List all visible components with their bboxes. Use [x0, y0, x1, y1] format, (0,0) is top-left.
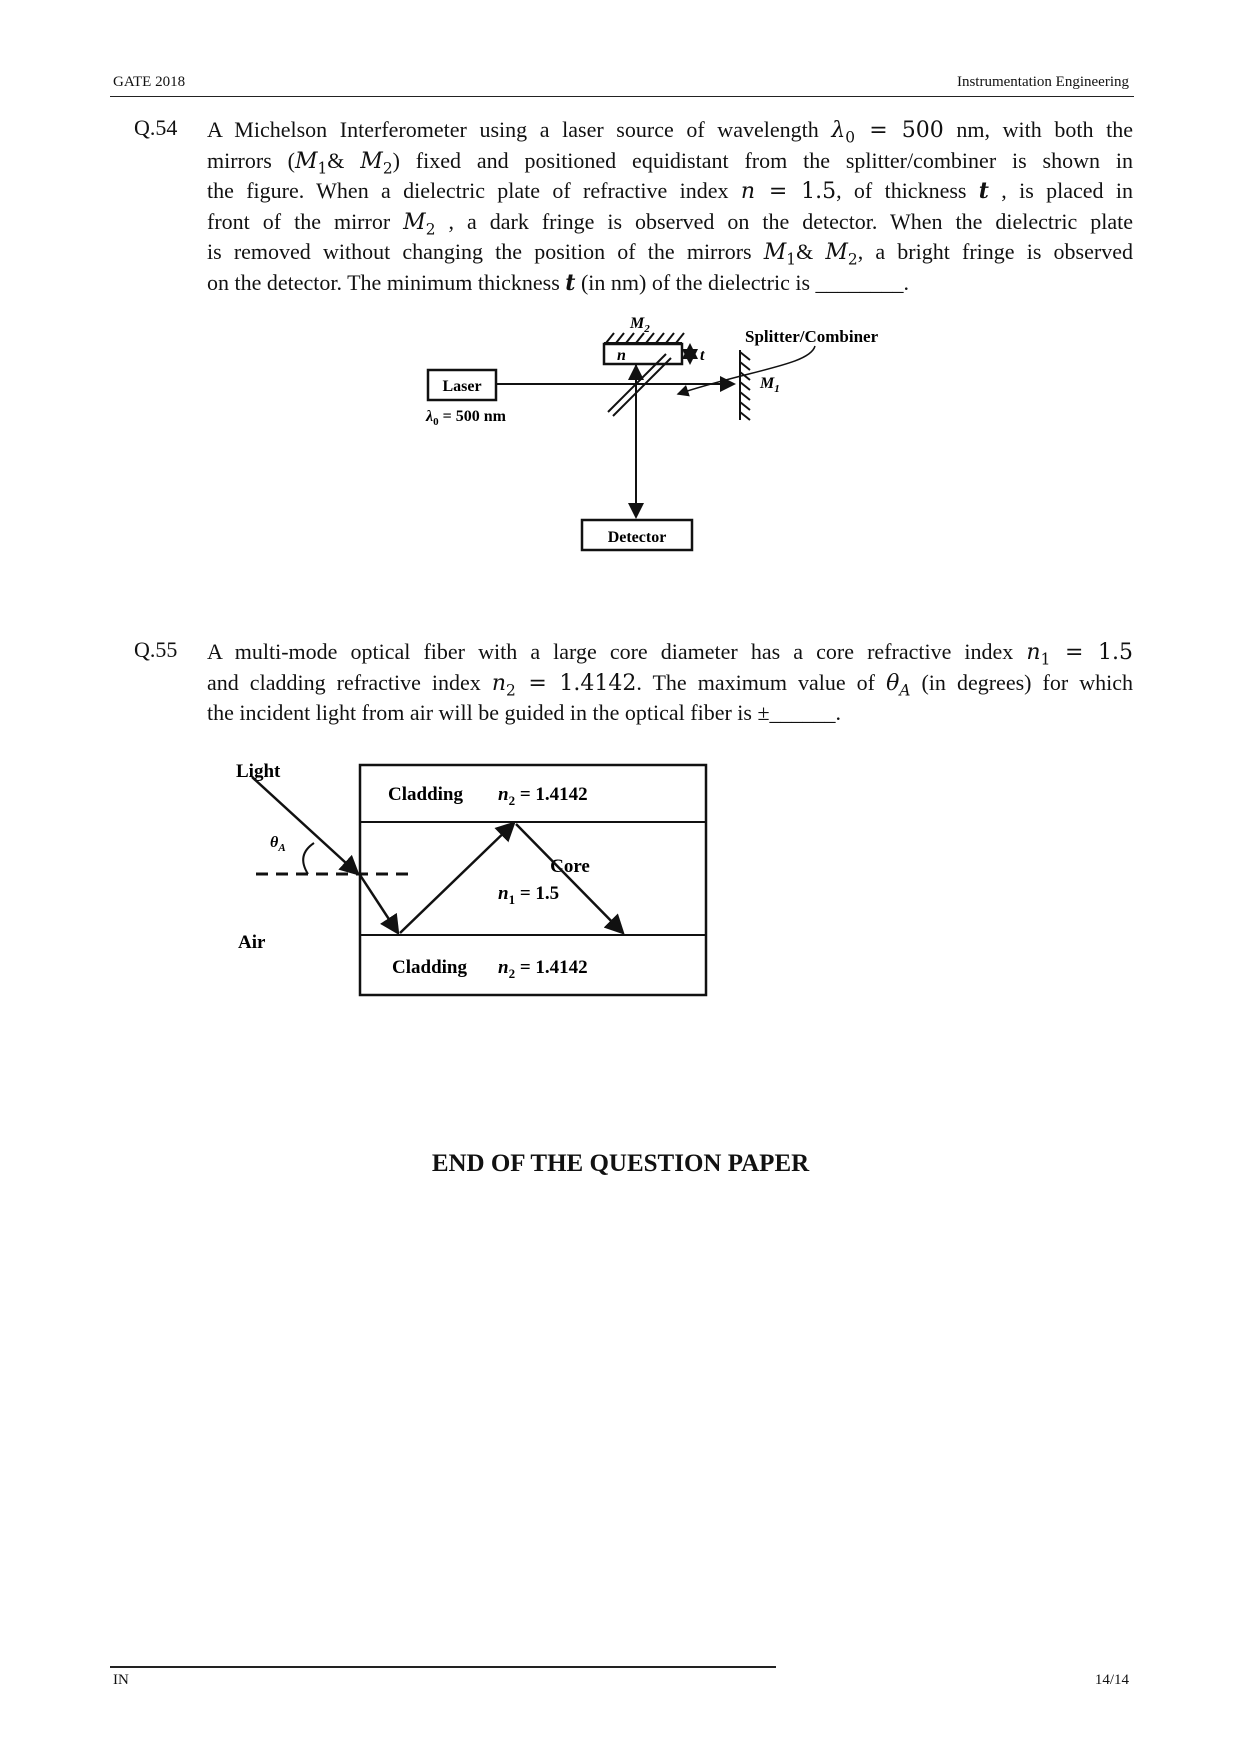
plate-n-label: n	[617, 347, 626, 364]
q55-line-1: A multi-mode optical fiber with a large core diameter has a core refractive index $n_1 = 1.5$	[207, 639, 1133, 669]
optical-fiber-figure	[230, 755, 710, 1005]
q54-line-1: A Michelson Interferometer using a laser source of wavelength $\lambda_0 = 500$ nm, with both the	[207, 117, 1133, 147]
cladding-top-index: $n_2 = 1.4142$	[498, 784, 588, 808]
footer-divider	[110, 1666, 776, 1668]
cladding-bottom-index: $n_2 = 1.4142$	[498, 957, 588, 981]
michelson-interferometer-figure	[420, 310, 879, 570]
q55-line-3: the incident light from air will be guided in the optical fiber is ±______.	[207, 700, 842, 725]
footer-paper-code: IN	[113, 1672, 129, 1688]
end-of-paper-title: END OF THE QUESTION PAPER	[431, 1150, 810, 1177]
splitter-combiner-label: Splitter/Combiner	[745, 327, 879, 346]
header-exam-title: GATE 2018	[113, 74, 186, 90]
cladding-bottom-label: Cladding	[392, 957, 467, 978]
air-label: Air	[238, 932, 266, 953]
question-text-55	[207, 637, 1133, 728]
core-label: Core	[550, 856, 590, 877]
footer-page-number: 14/14	[1094, 1672, 1129, 1688]
header-subject: Instrumentation Engineering	[956, 74, 1129, 90]
mirror-m1	[740, 350, 750, 420]
question-number-55: Q.55	[134, 637, 178, 662]
cladding-top-label: Cladding	[388, 784, 463, 805]
q55-line-2: and cladding refractive index $n_2 = 1.4142$. The maximum value of $\theta_A$ (in degrees) for which	[207, 669, 1133, 699]
light-label: Light	[236, 761, 281, 782]
incident-ray	[252, 777, 358, 874]
q54-line-5: is removed without changing the position of the mirrors $M_1\&$ $M_2$, a bright fringe is observed	[207, 239, 1133, 269]
m1-label: $M_1$	[760, 375, 780, 395]
theta-a-label: $\theta_A$	[270, 834, 286, 854]
q54-line-3: the figure. When a dielectric plate of refractive index n = 1.5, of thickness t , is placed in	[207, 178, 1133, 204]
mirror-m2	[604, 333, 684, 343]
q54-line-2: mirrors ($M_1\&$ $M_2$) fixed and positioned equidistant from the splitter/combiner is shown in	[207, 147, 1133, 177]
q54-line-6: on the detector. The minimum thickness t (in nm) of the dielectric is ________.	[207, 269, 910, 296]
m2-label: $M_2$	[630, 315, 650, 335]
question-text-54	[207, 115, 1133, 298]
laser-wavelength: $\lambda_0 = 500$ nm	[426, 408, 506, 428]
detector-label: Detector	[607, 529, 667, 546]
question-number-54: Q.54	[134, 115, 178, 140]
thickness-t-label: t	[700, 347, 705, 364]
q54-line-4: front of the mirror $M_2$ , a dark fringe is observed on the detector. When the dielectric plate	[207, 208, 1133, 238]
header-divider	[110, 96, 1134, 97]
dielectric-plate	[604, 344, 682, 364]
angle-arc	[303, 843, 314, 874]
laser-label: Laser	[442, 378, 482, 395]
core-index: $n_1 = 1.5$	[498, 883, 560, 907]
